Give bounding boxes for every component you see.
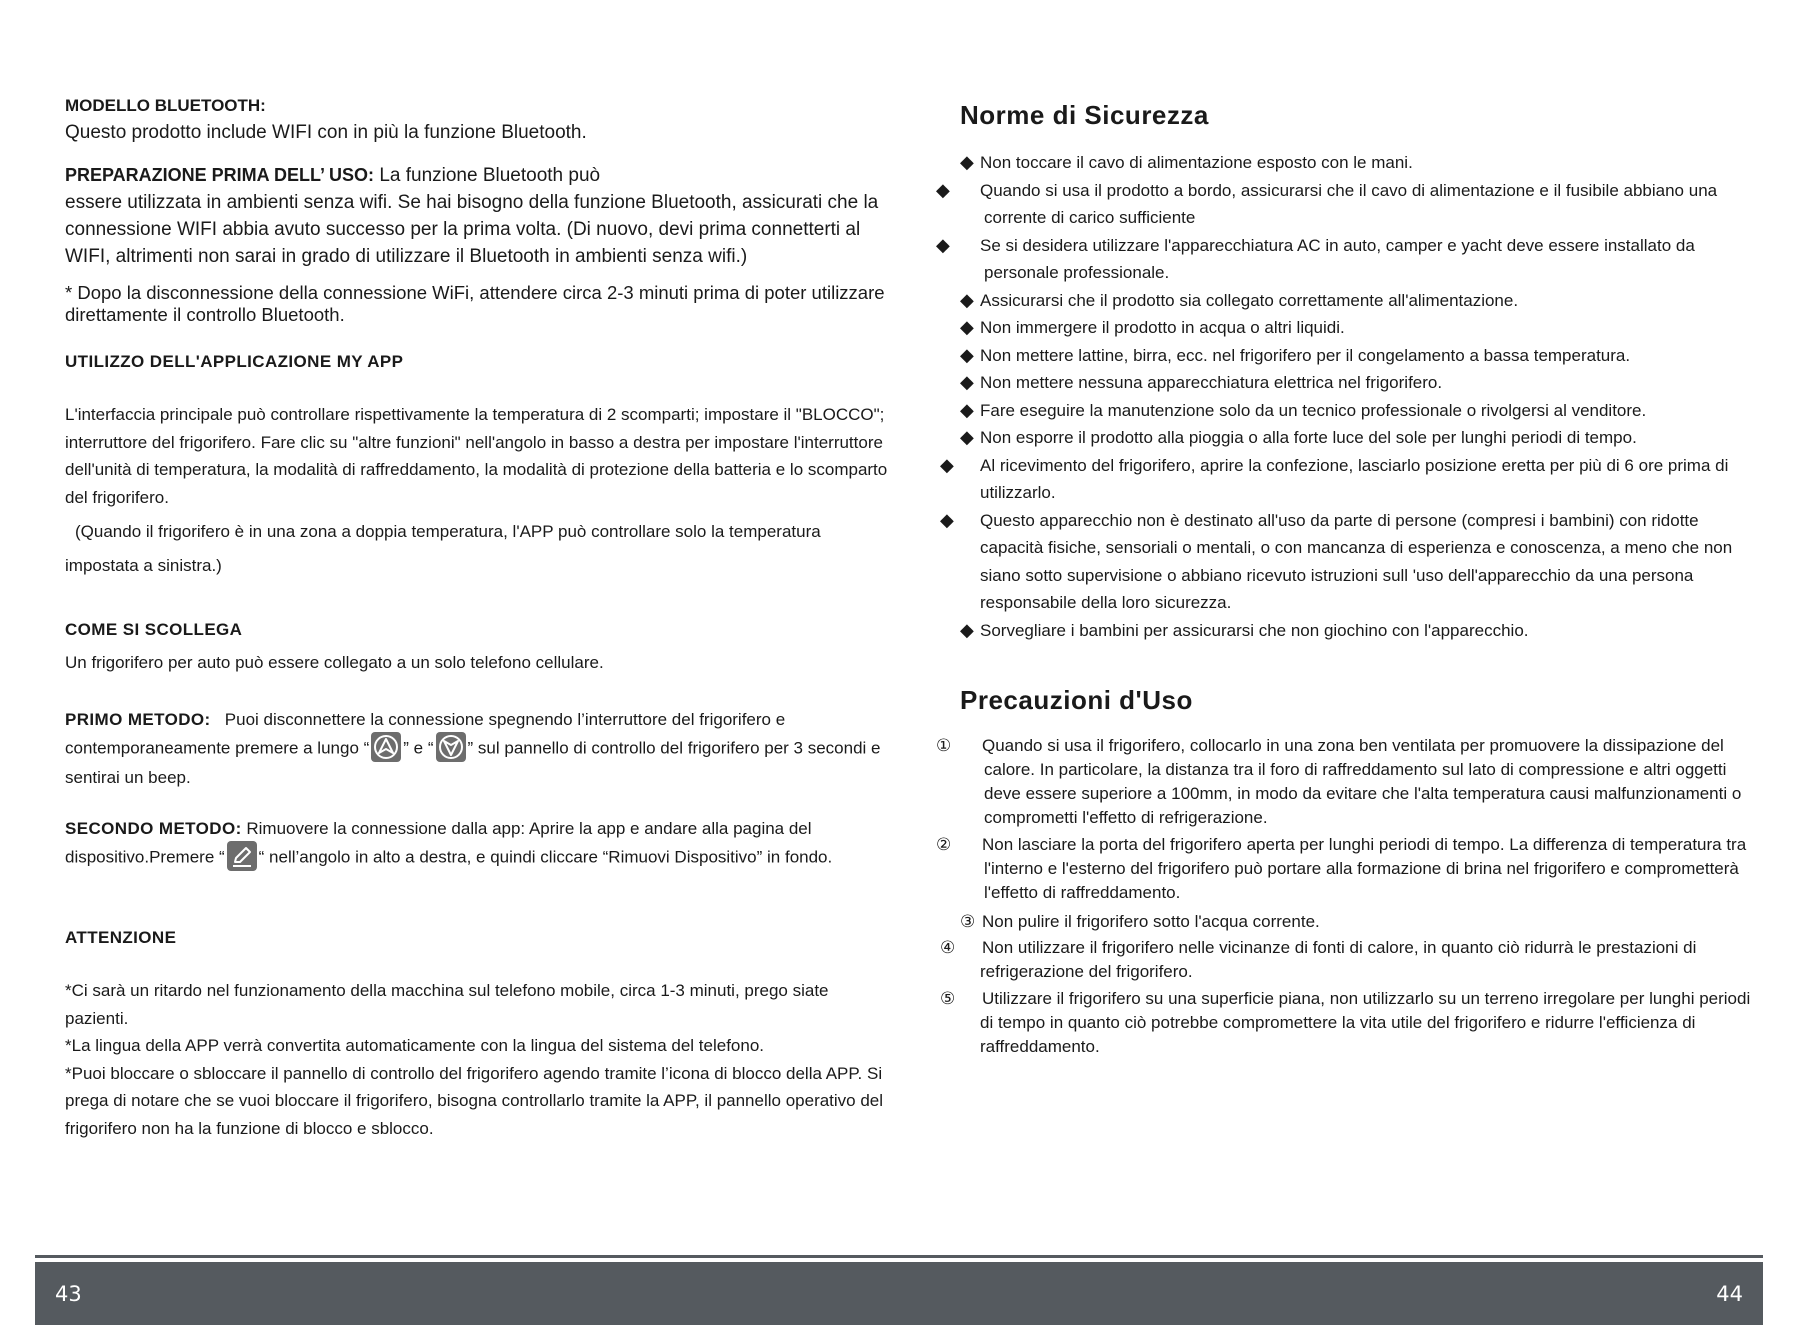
down-arrow-icon xyxy=(436,732,466,762)
safety-item: ◆ Assicurarsi che il prodotto sia collegato correttamente all'alimentazione. xyxy=(960,289,1519,310)
safety-item: ◆ Se si desidera utilizzare l'apparecchiatura AC in auto, camper e yacht deve essere installato da personale professionale. xyxy=(936,234,1695,282)
safety-item: ◆ Questo apparecchio non è destinato all'uso da parte di persone (compresi i bambini) con ridotte capacità fisiche, sensoriali o mentali, o con mancanza di esperienza e conoscenza, a meno che non siano sotto supervisione o abbiano ricevuto istruzioni sull 'uso dell'apparecchio da una persona responsabile della loro sicurezza. xyxy=(940,509,1733,612)
up-arrow-icon xyxy=(371,732,401,762)
safety-title: Norme di Sicurezza xyxy=(960,100,1209,130)
precaution-item: ④ Non utilizzare il frigorifero nelle vicinanze di fonti di calore, in quanto ciò ridurrà le prestazioni di refrigerazione del frigorifero. xyxy=(940,937,1697,981)
app-usage-title: UTILIZZO DELL'APPLICAZIONE MY APP xyxy=(65,352,404,371)
preparation-title: PREPARAZIONE PRIMA DELL’ USO: xyxy=(65,165,375,185)
safety-item: ◆ Al ricevimento del frigorifero, aprire la confezione, lasciarlo posizione eretta per più di 6 ore prima di utilizzarlo. xyxy=(940,454,1729,502)
precautions-title: Precauzioni d'Uso xyxy=(960,685,1193,715)
precautions-section xyxy=(936,685,1760,1059)
safety-item: ◆ Non toccare il cavo di alimentazione esposto con le mani. xyxy=(960,152,1413,172)
precautions-list xyxy=(936,734,1760,1059)
page-footer xyxy=(35,1262,1763,1325)
app-usage-section xyxy=(65,352,895,583)
preparation-lead: La funzione Bluetooth può xyxy=(379,165,601,186)
disconnect-text: Un frigorifero per auto può essere collegato a un solo telefono cellulare. xyxy=(65,653,604,672)
left-page-number: 43 xyxy=(55,1282,82,1306)
method1-text-b: ” e “ xyxy=(403,738,434,758)
attention-p3: *Puoi bloccare o sbloccare il pannello di controllo del frigorifero agendo tramite l’icona di blocco della APP. Si prega di notare che se vuoi bloccare il frigorifero, bisogna controllarlo tramite la APP, il pannello operativo del frigorifero non ha la funzione di blocco e sblocco. xyxy=(65,1063,884,1138)
attention-section xyxy=(65,928,895,1142)
method1-text-a: Puoi disconnettere la connessione spegnendo l’interruttore del frigorifero e contemporaneamente premere a lungo “ xyxy=(65,710,786,758)
method1-title: PRIMO METODO: xyxy=(65,710,211,729)
bluetooth-model-title: MODELLO BLUETOOTH: xyxy=(65,96,266,115)
safety-item: ◆ Sorvegliare i bambini per assicurarsi che non giochino con l'apparecchio. xyxy=(960,619,1529,640)
method1-section xyxy=(65,706,895,792)
attention-p1: *Ci sarà un ritardo nel funzionamento della macchina sul telefono mobile, circa 1-3 minuti, prego siate pazienti. xyxy=(65,981,829,1028)
safety-item: ◆ Non esporre il prodotto alla pioggia o alla forte luce del sole per lunghi periodi di tempo. xyxy=(960,427,1637,447)
precaution-item: ① Quando si usa il frigorifero, collocarlo in una zona ben ventilata per promuovere la dissipazione del calore. In particolare, la distanza tra il foro di raffreddamento sul lato di compressione e altri oggetti deve essere superiore a 100mm, in modo da evitare che l'alta temperatura causi malfunzionamenti o comprometti l'effetto di refrigerazione. xyxy=(936,736,1742,827)
safety-item: ◆ Non mettere lattine, birra, ecc. nel frigorifero per il congelamento a bassa temperatura. xyxy=(960,344,1631,365)
bluetooth-model-text: Questo prodotto include WIFI con in più la funzione Bluetooth. xyxy=(65,122,587,143)
precaution-item: ⑤ Utilizzare il frigorifero su una superficie piana, non utilizzarlo su un terreno irregolare per lunghi periodi di tempo in quanto ciò potrebbe compromettere la vita utile del frigorifero e ridurre l'efficienza di raffreddamento. xyxy=(940,988,1751,1056)
precaution-item: ② Non lasciare la porta del frigorifero aperta per lunghi periodi di tempo. La differenza di temperatura tra l'interno e l'esterno del frigorifero può portare alla formazione di brina nel frigorifero e comprometterà l'effetto di raffreddamento. xyxy=(936,835,1747,902)
preparation-section xyxy=(65,162,895,270)
app-usage-note: (Quando il frigorifero è in una zona a doppia temperatura, l'APP può controllare solo la temperatura impostata a sinistra.) xyxy=(65,522,821,575)
edit-pencil-icon xyxy=(227,841,257,871)
method2-title: SECONDO METODO: xyxy=(65,819,242,838)
safety-item: ◆ Fare eseguire la manutenzione solo da un tecnico professionale o rivolgersi al venditore. xyxy=(960,399,1647,420)
wifi-note: * Dopo la disconnessione della connessione WiFi, attendere circa 2-3 minuti prima di poter utilizzare direttamente il controllo Bluetooth. xyxy=(65,282,885,325)
app-usage-text: L'interfaccia principale può controllare rispettivamente la temperatura di 2 scomparti; impostare il "BLOCCO"; interruttore del frigorifero. Fare clic su "altre funzioni" nell'angolo in basso a destra per impostare l'interruttore dell'unità di temperatura, la modalità di raffreddamento, la modalità di protezione della batteria e lo scomparto del frigorifero. xyxy=(65,405,888,507)
right-page-number: 44 xyxy=(1716,1282,1743,1306)
safety-item: ◆ Non immergere il prodotto in acqua o altri liquidi. xyxy=(960,317,1345,337)
disconnect-title: COME SI SCOLLEGA xyxy=(65,620,243,639)
preparation-text: essere utilizzata in ambienti senza wifi. Se hai bisogno della funzione Bluetooth, assicurati che la connessione WIFI abbia avuto successo per la prima volta. (Di nuovo, devi prima connetterti al WIFI, altrimenti non sarai in grado di utilizzare il Bluetooth in ambienti senza wifi.) xyxy=(65,192,879,267)
precaution-item: ③ Non pulire il frigorifero sotto l'acqua corrente. xyxy=(960,912,1320,931)
method2-text-b: “ nell’angolo in alto a destra, e quindi cliccare “Rimuovi Dispositivo” in fondo. xyxy=(258,847,833,867)
bluetooth-model-section xyxy=(65,96,895,146)
safety-list xyxy=(936,149,1760,644)
method2-section xyxy=(65,815,895,873)
safety-item: ◆ Non mettere nessuna apparecchiatura elettrica nel frigorifero. xyxy=(960,372,1443,392)
safety-section xyxy=(936,100,1760,644)
method2-text-a: Rimuovere la connessione dalla app: Aprire la app e andare alla pagina del dispositivo.Premere “ xyxy=(65,819,812,867)
disconnect-section xyxy=(65,620,895,677)
attention-p2: *La lingua della APP verrà convertita automaticamente con la lingua del sistema del telefono. xyxy=(65,1036,765,1055)
safety-item: ◆ Quando si usa il prodotto a bordo, assicurarsi che il cavo di alimentazione e il fusibile abbiano una corrente di carico sufficiente xyxy=(936,179,1718,227)
attention-title: ATTENZIONE xyxy=(65,928,177,947)
footer-rule xyxy=(35,1255,1763,1258)
method1-text-c: ” sul pannello di controllo del frigorifero per 3 secondi e sentirai un beep. xyxy=(65,738,881,787)
